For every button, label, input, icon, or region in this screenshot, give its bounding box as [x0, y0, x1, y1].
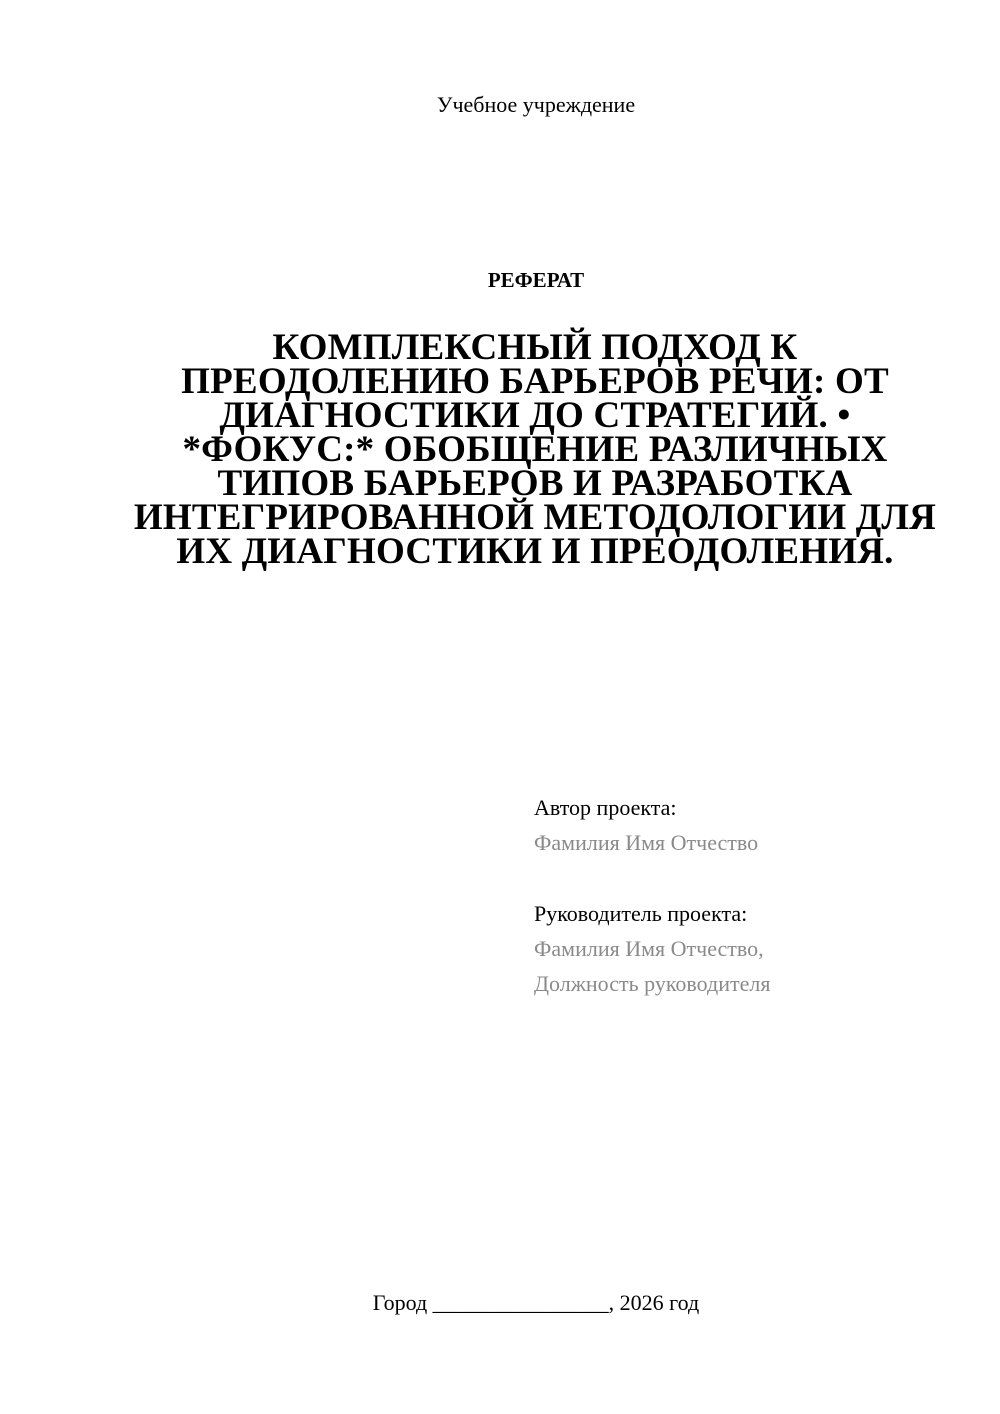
credits-block [534, 790, 770, 1001]
supervisor-position: Должность руководителя [534, 971, 771, 996]
author-label: Автор проекта: [534, 795, 677, 820]
city-year-line: Город ________________, 2026 год [372, 1290, 700, 1315]
document-title: КОМПЛЕКСНЫЙ ПОДХОД К ПРЕОДОЛЕНИЮ БАРЬЕРОВ РЕЧИ: ОТ ДИАГНОСТИКИ ДО СТРАТЕГИЙ. • *ФОКУС:* ОБОБЩЕНИЕ РАЗЛИЧНЫХ ТИПОВ БАРЬЕРОВ И РАЗРАБОТКА ИНТЕГРИРОВАННОЙ МЕТОДОЛОГИИ ДЛЯ ИХ ДИАГНОСТИКИ И ПРЕОДОЛЕНИЯ. [133, 327, 937, 572]
institution-name: Учебное учреждение [436, 92, 636, 117]
document-type: РЕФЕРАТ [487, 268, 585, 292]
credits-spacer [534, 860, 770, 896]
author-name: Фамилия Имя Отчество [534, 830, 759, 855]
supervisor-label: Руководитель проекта: [534, 901, 748, 926]
supervisor-name: Фамилия Имя Отчество, [534, 936, 764, 961]
